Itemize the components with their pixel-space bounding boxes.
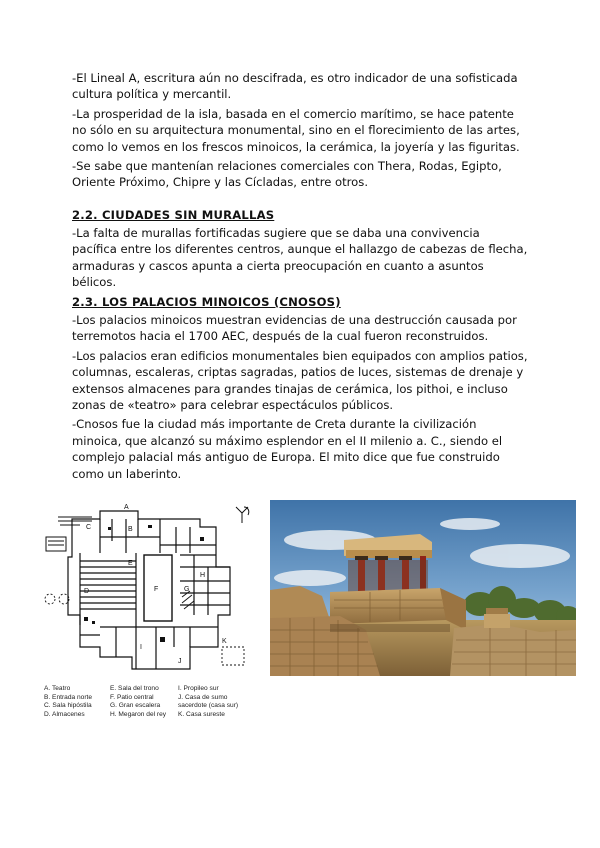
legend-column [44,685,92,720]
plan-letter: C [86,524,92,531]
section-paragraph: -La falta de murallas fortificadas sugiere que se daba una convivencia pacífica entre los diferentes centros, aunque el hallazgo de cabezas de flecha, armaduras y cascos apunta a cierta preocupación en cuanto a asuntos bélicos. [72,226,528,290]
knossos-ruins-photo [270,500,576,676]
plan-letter: J [178,658,182,665]
plan-letter: A [124,504,129,511]
plan-letter: H [200,572,206,579]
legend-item: J. Casa de sumo [178,693,228,701]
plan-letter: G [184,586,190,593]
plan-letter: I [140,644,142,651]
section-2-3 [72,294,528,485]
legend-item: I. Propileo sur [178,685,219,692]
legend-item: K. Casa sureste [178,711,225,719]
section-paragraph: -Los palacios eran edificios monumentales bien equipados con amplios patios, columnas, escaleras, criptas sagradas, patios de luces, sistemas de drenaje y extensos almacenes para grandes tinajas de cerámica, los pithoi, e incluso zonas de «teatro» para celebrar espectáculos públicos. [72,348,528,413]
palace-floor-plan-image [40,497,256,681]
intro-paragraph: -El Lineal A, escritura aún no descifrada, es otro indicador de una sofisticada cultura política y mercantil. [72,71,518,102]
section-heading: 2.3. LOS PALACIOS MINOICOS (CNOSOS) [72,295,341,309]
legend-item: E. Sala del trono [110,685,159,692]
plan-letter: K [222,638,227,645]
section-paragraph: -Cnosos fue la ciudad más importante de Creta durante la civilización minoica, que alcanzó su máximo esplendor en el II milenio a. C., siendo el complejo palacial más antiguo de Europa. El mito dice que fue construido como un laberinto. [72,417,503,481]
intro-paragraph: -La prosperidad de la isla, basada en el comercio marítimo, se hace patente no sólo en su arquitectura monumental, sino en el florecimiento de las artes, como lo vemos en los frescos minoicos, la cerámica, la joyería y las figuritas. [72,106,520,154]
legend-item: D. Almacenes [44,711,85,719]
section-paragraph: -Los palacios minoicos muestran evidencias de una destrucción causada por terremotos hacia el 1700 AEC, después de la cual fueron reconstruidos. [72,313,517,344]
section-heading: 2.2. CIUDADES SIN MURALLAS [72,208,275,222]
intro-paragraph: -Se sabe que mantenían relaciones comerciales con Thera, Rodas, Egipto, Oriente Próximo, Chipre y las Cícladas, entre otros. [72,159,502,190]
plan-letter: D [84,588,90,595]
legend-column [178,685,238,720]
legend-item: A. Teatro [44,685,71,692]
plan-letter: F [154,586,159,593]
legend-item: C. Sala hipóstila [44,702,92,710]
section-2-2 [72,207,528,294]
legend-item: F. Patio central [110,693,154,701]
plan-letter: B [128,526,133,533]
legend-item: H. Megaron del rey [110,711,167,719]
figure-row [40,497,580,747]
legend-column [110,685,166,720]
legend-item: G. Gran escalera [110,702,161,710]
legend-item: sacerdote (casa sur) [178,702,239,710]
plan-letter: E [128,560,133,567]
intro-block [72,70,528,194]
legend-item: B. Entrada norte [44,693,93,701]
